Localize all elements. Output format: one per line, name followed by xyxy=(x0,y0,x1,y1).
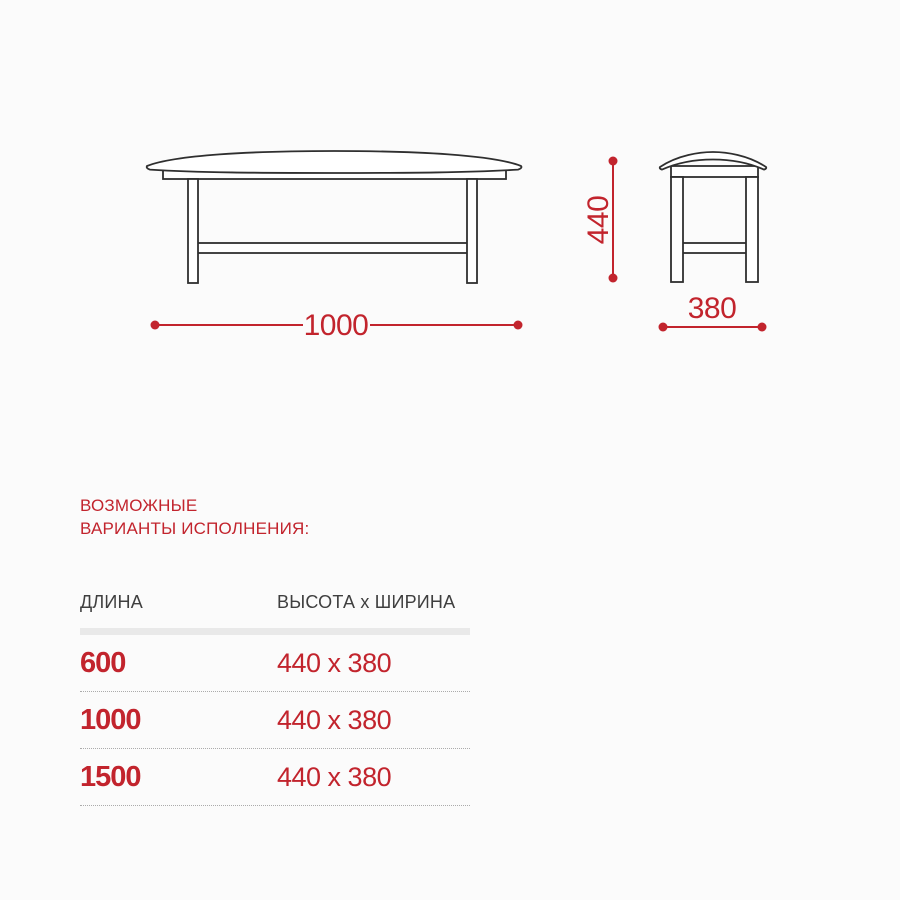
variants-title-line1: ВОЗМОЖНЫЕ xyxy=(80,496,198,515)
variants-table-body xyxy=(80,635,470,806)
side-right-leg xyxy=(746,177,758,282)
length-value: 1000 xyxy=(80,703,141,736)
variants-title-line2: ВАРИАНТЫ ИСПОЛНЕНИЯ: xyxy=(80,519,310,538)
length-value: 1500 xyxy=(80,760,141,793)
side-left-leg xyxy=(671,177,683,282)
length-dimension-dot-left xyxy=(151,321,160,330)
length-dimension xyxy=(151,309,523,342)
size-value: 440 x 380 xyxy=(277,647,392,678)
length-dimension-dot-right xyxy=(514,321,523,330)
table-row xyxy=(80,692,470,749)
bench-side-view-drawing xyxy=(660,152,766,282)
variants-title xyxy=(80,494,309,540)
width-dimension-label: 380 xyxy=(687,292,737,325)
table-row xyxy=(80,635,470,692)
front-stretcher xyxy=(197,243,468,253)
size-column-header: ВЫСОТА x ШИРИНА xyxy=(277,592,456,612)
width-dimension-dot-right xyxy=(758,323,767,332)
table-row xyxy=(80,749,470,806)
length-dimension-label: 1000 xyxy=(303,309,369,342)
width-dimension xyxy=(659,292,767,332)
size-value: 440 x 380 xyxy=(277,704,392,735)
side-stretcher xyxy=(682,243,747,253)
side-apron xyxy=(671,166,758,177)
length-column-header: ДЛИНА xyxy=(80,592,143,612)
bench-technical-drawing xyxy=(0,0,900,360)
size-value: 440 x 380 xyxy=(277,761,392,792)
table-header-divider xyxy=(80,628,470,635)
width-dimension-dot-left xyxy=(659,323,668,332)
bench-front-view-drawing xyxy=(147,151,522,283)
height-dimension-label: 440 xyxy=(582,195,615,245)
front-left-leg xyxy=(188,179,198,283)
height-dimension xyxy=(582,157,618,283)
front-seat xyxy=(147,151,522,173)
front-right-leg xyxy=(467,179,477,283)
height-dimension-dot-top xyxy=(609,157,618,166)
length-value: 600 xyxy=(80,646,126,679)
height-dimension-dot-bottom xyxy=(609,274,618,283)
variants-table-header xyxy=(80,592,470,613)
